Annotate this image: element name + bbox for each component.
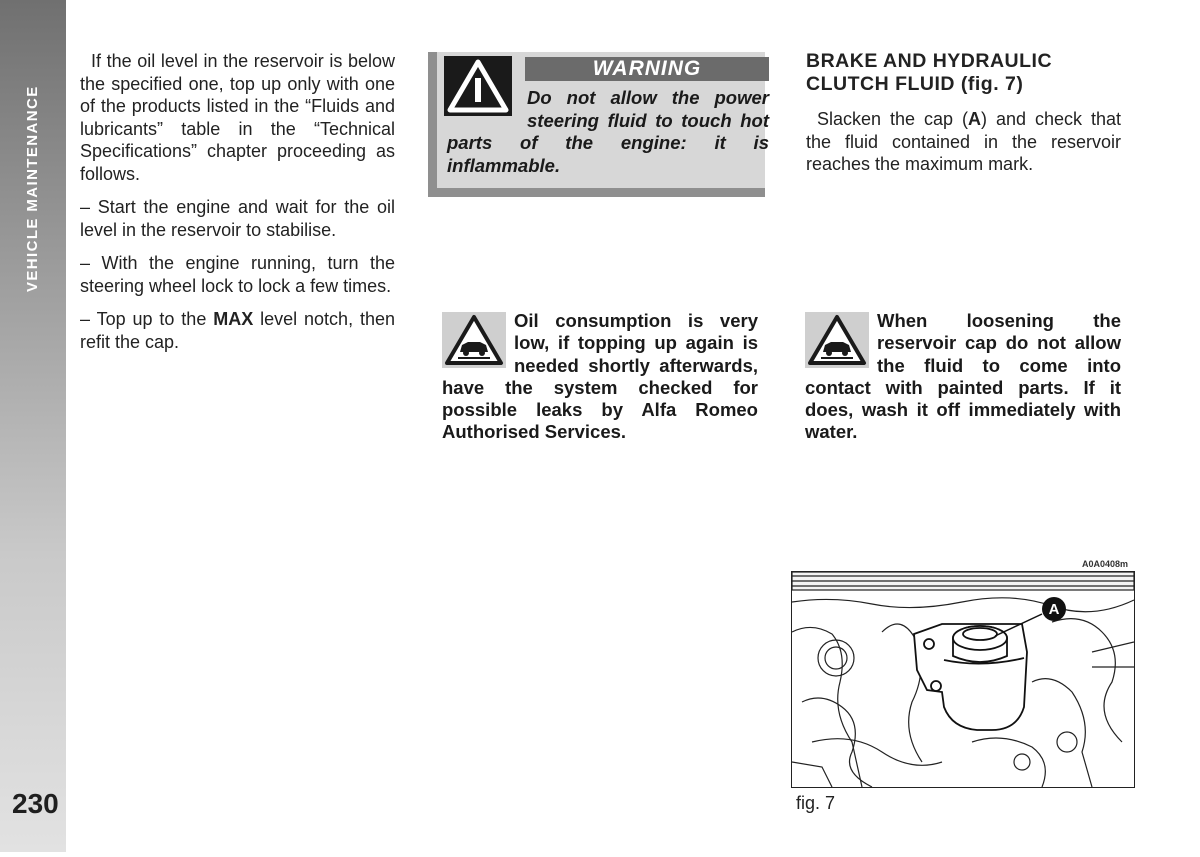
section-title-vertical: VEHICLE MAINTENANCE xyxy=(24,85,41,292)
paragraph-intro: If the oil level in the reservoir is below the specified one, top up only with one of the products listed in the “Fluids and lubricants” table in the “Technical Specifications” chapter proceeding as follows. xyxy=(80,51,395,184)
page-number: 230 xyxy=(12,788,59,819)
max-label: MAX xyxy=(213,309,254,329)
section-heading: BRAKE AND HYDRAULIC CLUTCH FLUID (fig. 7) xyxy=(806,50,1053,95)
engine-drawing xyxy=(792,572,1134,787)
callout-a: A xyxy=(1048,601,1060,618)
section-body: Slacken the cap (A) and check that the fluid contained in the reservoir reaches the maximum mark. xyxy=(806,109,1121,174)
note-paint-warning: When loosening the reservoir cap do not allow the fluid to come into contact with painted parts. If it does, wash it off immediately with water. xyxy=(805,310,1121,443)
step-3: – Top up to the MAX level notch, then refit the cap. xyxy=(80,309,395,352)
warning-box xyxy=(428,52,769,197)
note-oil-consumption: Oil consumption is very low, if topping up again is needed shortly afterwards, have the system checked for possible leaks by Alfa Romeo Authorised Services. xyxy=(442,310,758,443)
column-1 xyxy=(80,50,395,364)
car-warning-icon xyxy=(442,312,506,368)
engine-reservoir-illustration xyxy=(791,571,1135,788)
car-warning-icon xyxy=(805,312,869,368)
step-1: – Start the engine and wait for the oil level in the reservoir to stabilise. xyxy=(80,197,395,240)
figure-caption: fig. 7 xyxy=(796,793,836,813)
warning-heading: WARNING xyxy=(525,57,769,81)
warning-text: Do not allow the power steering fluid to touch hot parts of the engine: it is inflammable. xyxy=(447,87,769,176)
step-2: – With the engine running, turn the steering wheel lock to lock a few times. xyxy=(80,253,395,296)
sidebar xyxy=(0,0,66,852)
figure-code: A0A0408m xyxy=(1082,559,1129,569)
